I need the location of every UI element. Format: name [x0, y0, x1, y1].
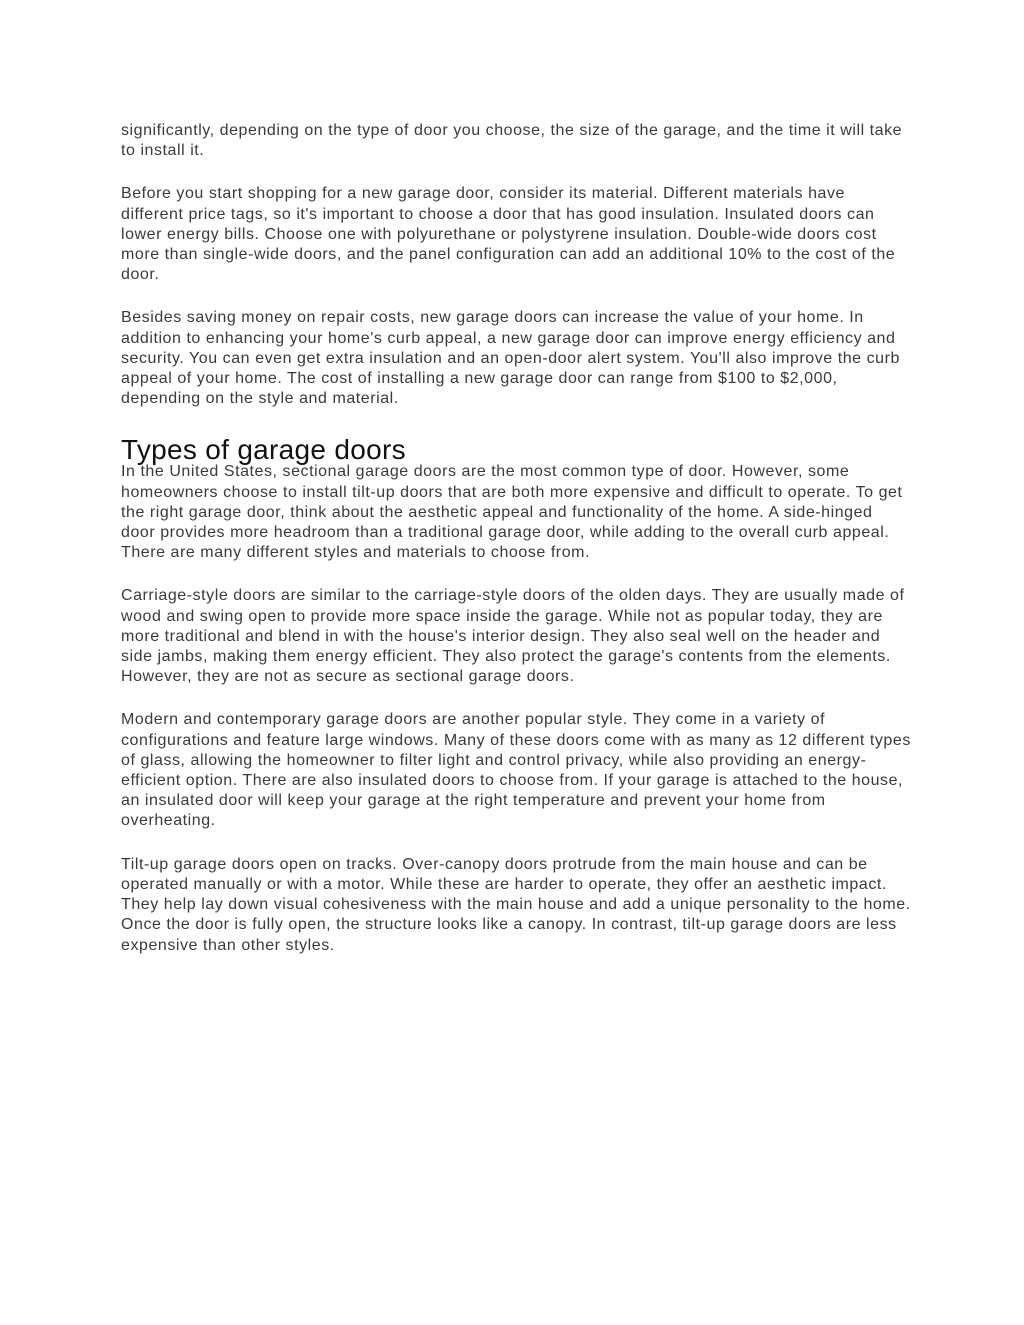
paragraph-value: Besides saving money on repair costs, new garage doors can increase the value of your home. In addition to enhancing your home's curb appeal, a new garage door can improve energy efficiency and security. You can even get extra insulation and an open-door alert system. You'll also improve the curb appeal of your home. The cost of installing a new garage door can range from $100 to $2,000, depending on the style and material. — [121, 309, 900, 408]
paragraph-modern: Modern and contemporary garage doors are another popular style. They come in a variety of configurations and feature large windows. Many of these doors come with as many as 12 different types of glass, allowing the homeowner to filter light and control privacy, while also providing an energy-efficient option. There are also insulated doors to choose from. If your garage is attached to the house, an insulated door will keep your garage at the right temperature and prevent your home from overheating. — [121, 711, 911, 830]
section-heading: Types of garage doors — [121, 434, 406, 466]
paragraph-carriage-style: Carriage-style doors are similar to the carriage-style doors of the olden days. They are usually made of wood and swing open to provide more space inside the garage. While not as popular today, they are more traditional and blend in with the house's interior design. They also seal well on the header and side jambs, making them energy efficient. They also protect the garage's contents from the elements. However, they are not as secure as sectional garage doors. — [121, 587, 905, 686]
paragraph-tilt-up: Tilt-up garage doors open on tracks. Over-canopy doors protrude from the main house and can be operated manually or with a motor. While these are harder to operate, they offer an aesthetic impact. They help lay down visual cohesiveness with the main house and add a unique personality to the home. Once the door is fully open, the structure looks like a canopy. In contrast, tilt-up garage doors are less expensive than other styles. — [121, 855, 911, 954]
document-page — [121, 121, 911, 956]
paragraph-sectional: In the United States, sectional garage doors are the most common type of door. However, some homeowners choose to install tilt-up doors that are both more expensive and difficult to operate. To get the right garage door, think about the aesthetic appeal and functionality of the home. A side-hinged door provides more headroom than a traditional garage door, while adding to the overall curb appeal. There are many different styles and materials to choose from. — [121, 463, 903, 562]
paragraph-cost-factors: significantly, depending on the type of door you choose, the size of the garage, and the time it will take to install it. — [121, 122, 903, 160]
paragraph-material: Before you start shopping for a new garage door, consider its material. Different materials have different price tags, so it's important to choose a door that has good insulation. Insulated doors can lower energy bills. Choose one with polyurethane or polystyrene insulation. Double-wide doors cost more than single-wide doors, and the panel configuration can add an additional 10% to the cost of the door. — [121, 185, 896, 284]
